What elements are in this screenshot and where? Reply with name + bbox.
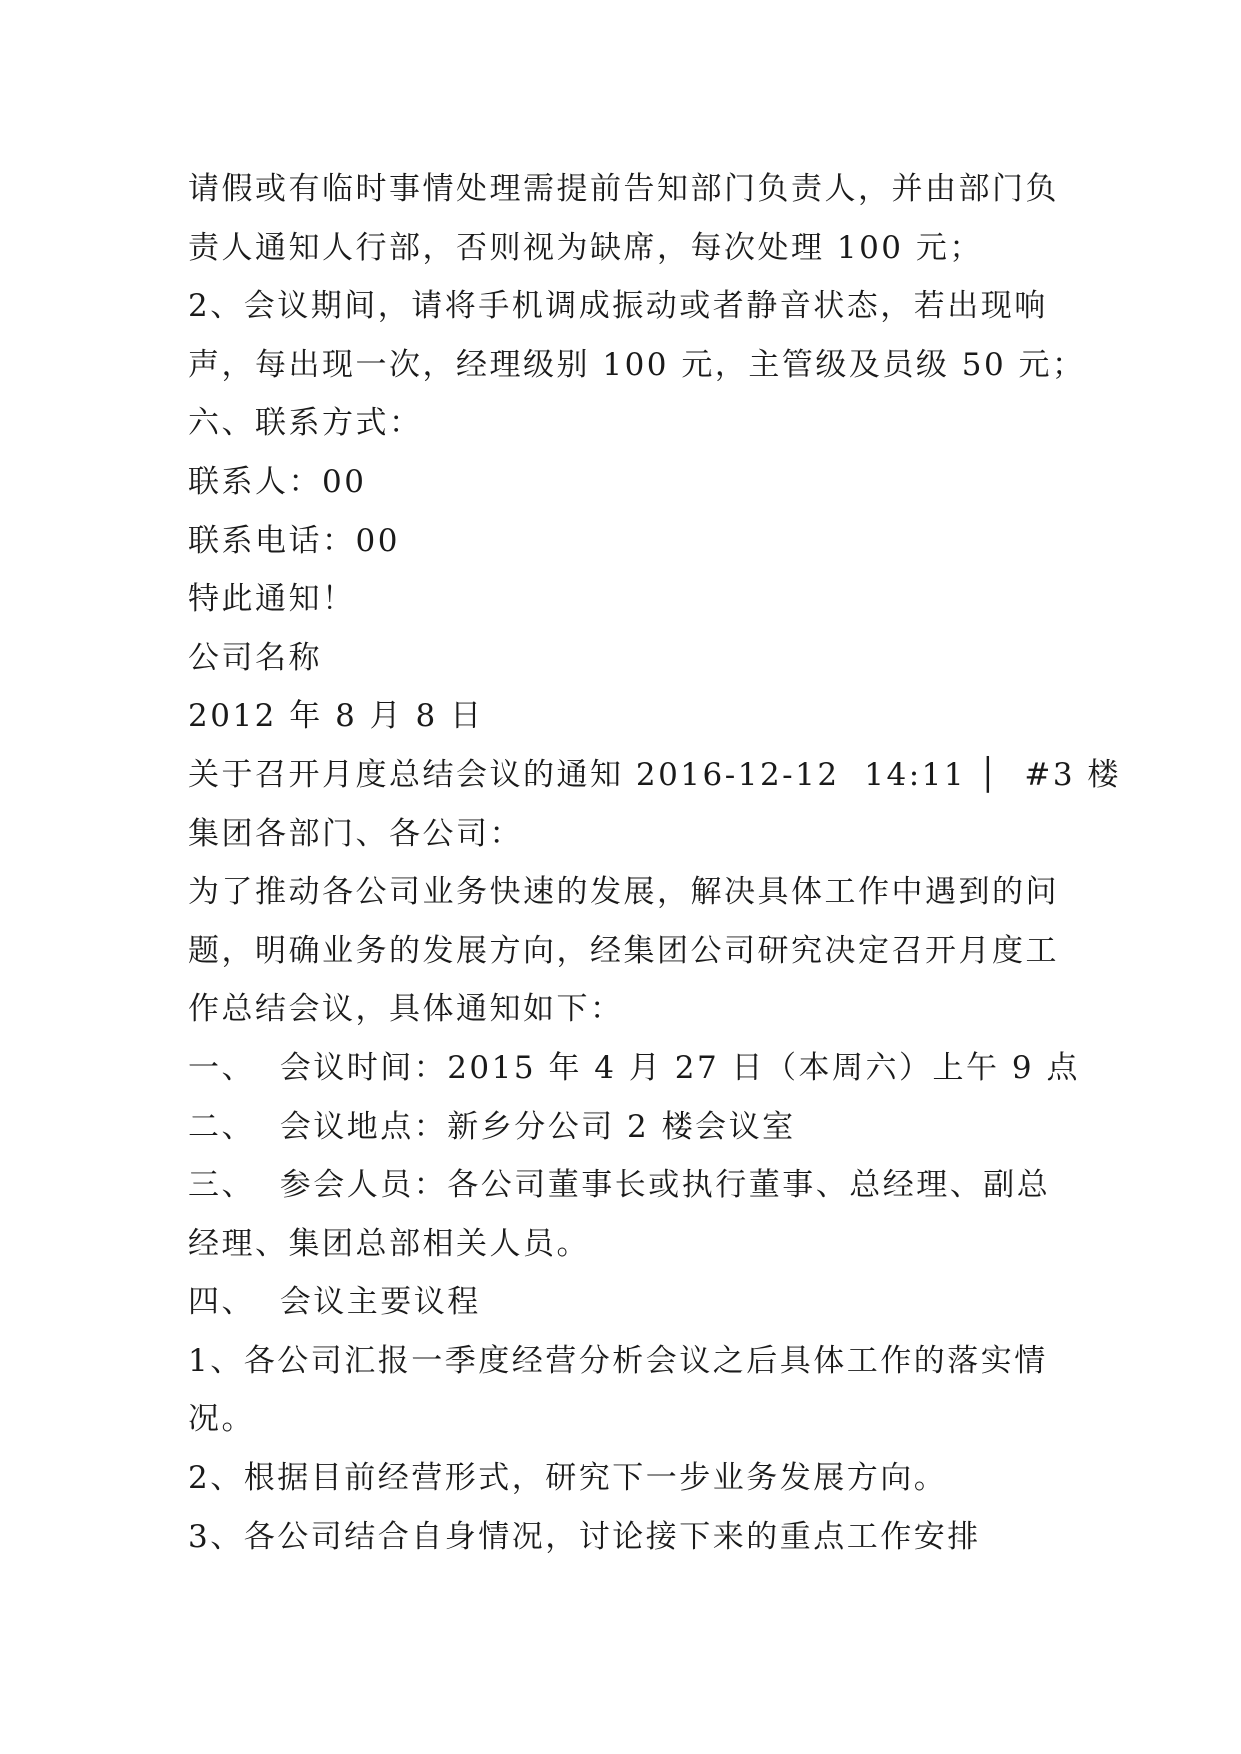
salutation: 集团各部门、各公司：	[188, 815, 523, 852]
contact-phone: 联系电话：00	[188, 522, 400, 559]
text-line: 责人通知人行部，否则视为缺席，每次处理 100 元；	[188, 229, 983, 266]
text-line: 2、会议期间，请将手机调成振动或者静音状态，若出现响	[188, 288, 1048, 325]
text-line: 为了推动各公司业务快速的发展，解决具体工作中遇到的问	[188, 874, 1059, 911]
text-line: 声，每出现一次，经理级别 100 元，主管级及员级 50 元；	[188, 346, 1086, 383]
text-line: 经理、集团总部相关人员。	[188, 1225, 590, 1262]
agenda-heading: 四、 会议主要议程	[188, 1284, 481, 1321]
document-body	[188, 160, 1121, 1566]
text-line: 题，明确业务的发展方向，经集团公司研究决定召开月度工	[188, 932, 1059, 969]
notice-title: 关于召开月度总结会议的通知 2016-12-12 14:11 │ #3 楼	[188, 756, 1121, 793]
agenda-item: 2、根据目前经营形式，研究下一步业务发展方向。	[188, 1460, 948, 1497]
signature-date: 2012 年 8 月 8 日	[188, 698, 484, 735]
section-heading-contact: 六、联系方式：	[188, 405, 423, 442]
company-name: 公司名称	[188, 639, 322, 676]
text-line: 作总结会议，具体通知如下：	[188, 991, 624, 1028]
contact-person: 联系人：00	[188, 463, 367, 500]
meeting-time: 一、 会议时间：2015 年 4 月 27 日（本周六）上午 9 点	[188, 1049, 1080, 1086]
attendees: 三、 参会人员：各公司董事长或执行董事、总经理、副总	[188, 1167, 1051, 1204]
text-line: 请假或有临时事情处理需提前告知部门负责人，并由部门负	[188, 171, 1059, 207]
agenda-item: 1、各公司汇报一季度经营分析会议之后具体工作的落实情	[188, 1342, 1048, 1379]
text-line: 况。	[188, 1401, 255, 1438]
meeting-location: 二、 会议地点：新乡分公司 2 楼会议室	[188, 1108, 796, 1145]
agenda-item: 3、各公司结合自身情况，讨论接下来的重点工作安排	[188, 1518, 981, 1555]
closing-notice: 特此通知！	[188, 581, 356, 618]
